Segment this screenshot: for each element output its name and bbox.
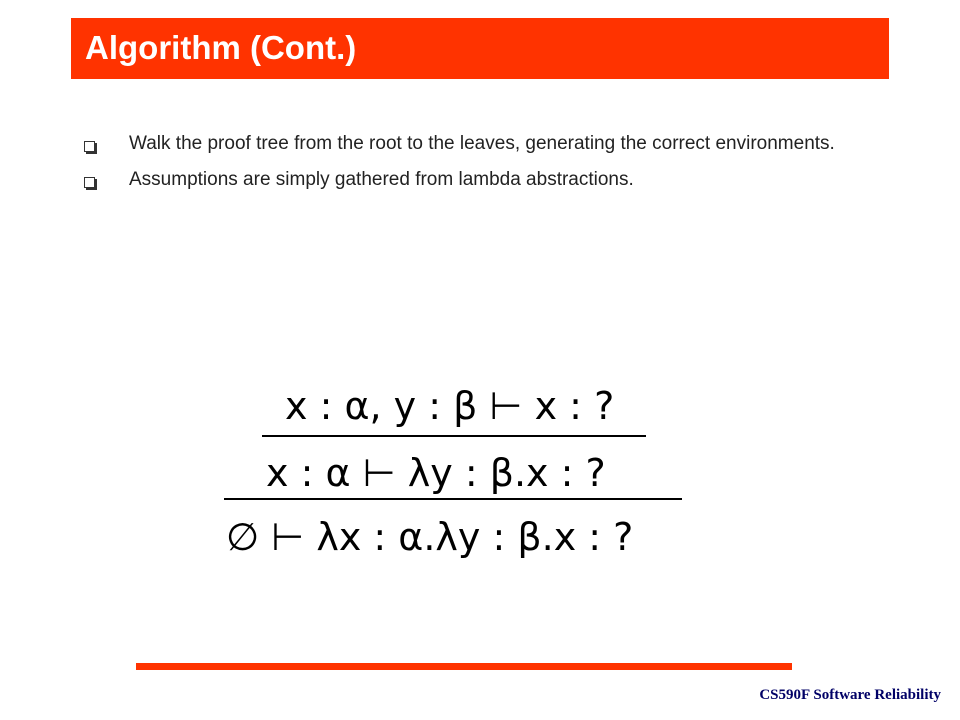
slide-title: Algorithm (Cont.) <box>85 29 357 66</box>
bullet-list <box>82 132 882 204</box>
bullet-text: Walk the proof tree from the root to the leaves, generating the correct environments. <box>129 133 835 154</box>
inference-rule-2 <box>224 498 682 500</box>
judgment-line-2: x : α ⊢ λy : β.x : ? <box>266 451 606 495</box>
bullet-text: Assumptions are simply gathered from lambda abstractions. <box>129 169 634 190</box>
hollow-square-bullet-icon <box>84 177 95 188</box>
judgment-line-3: ∅ ⊢ λx : α.λy : β.x : ? <box>226 515 634 559</box>
title-bar <box>71 18 889 79</box>
inference-rule-1 <box>262 435 646 437</box>
footer-course-name: CS590F Software Reliability <box>759 687 941 703</box>
judgment-line-1: x : α, y : β ⊢ x : ? <box>285 384 615 428</box>
footer-bar <box>136 663 792 670</box>
hollow-square-bullet-icon <box>84 141 95 152</box>
bullet-item <box>82 132 882 156</box>
bullet-item <box>82 168 882 192</box>
